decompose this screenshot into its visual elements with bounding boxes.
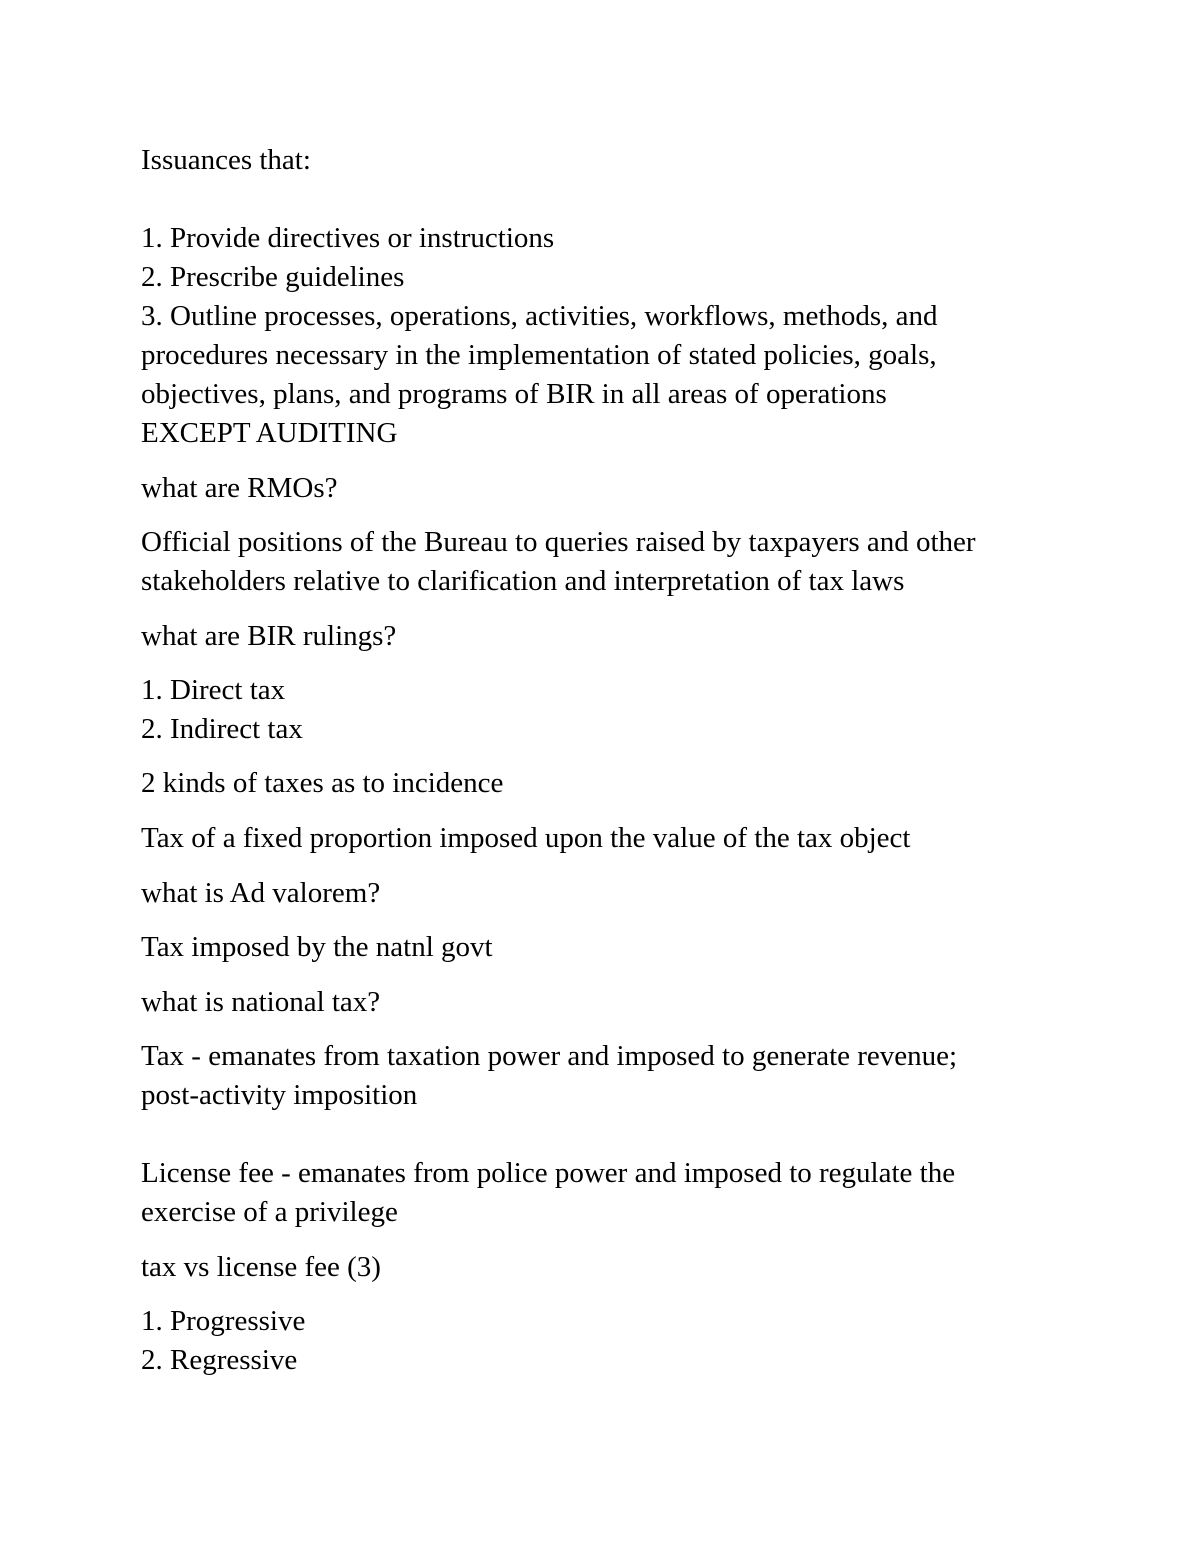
list-item: 3. Outline processes, operations, activities, workflows, methods, and: [141, 300, 938, 332]
text-line: post-activity imposition: [141, 1079, 418, 1111]
text-line: Tax imposed by the natnl govt: [141, 931, 493, 963]
list-item: 2. Regressive: [141, 1344, 298, 1376]
list-item: 2. Prescribe guidelines: [141, 261, 405, 293]
text-line: Tax of a fixed proportion imposed upon the value of the tax object: [141, 822, 911, 854]
text-line: License fee - emanates from police power and imposed to regulate the: [141, 1157, 956, 1189]
question-bir-rulings: what are BIR rulings?: [141, 620, 397, 652]
list-item: 1. Provide directives or instructions: [141, 222, 555, 254]
text-line: procedures necessary in the implementation of stated policies, goals,: [141, 339, 937, 371]
text-line: Official positions of the Bureau to queries raised by taxpayers and other: [141, 526, 976, 558]
text-line: exercise of a privilege: [141, 1196, 398, 1228]
list-item: 2. Indirect tax: [141, 713, 303, 745]
question-ad-valorem: what is Ad valorem?: [141, 877, 381, 909]
question-national-tax: what is national tax?: [141, 986, 381, 1018]
list-item: 1. Progressive: [141, 1305, 306, 1337]
question-rmos: what are RMOs?: [141, 472, 338, 504]
text-line: objectives, plans, and programs of BIR in all areas of operations: [141, 378, 887, 410]
list-item: 1. Direct tax: [141, 674, 286, 706]
text-line: EXCEPT AUDITING: [141, 417, 398, 449]
heading-issuances: Issuances that:: [141, 144, 311, 176]
text-line: Tax - emanates from taxation power and imposed to generate revenue;: [141, 1040, 958, 1072]
question-tax-vs-license-fee: tax vs license fee (3): [141, 1251, 381, 1283]
text-line: stakeholders relative to clarification and interpretation of tax laws: [141, 565, 905, 597]
question-kinds-of-taxes: 2 kinds of taxes as to incidence: [141, 767, 504, 799]
